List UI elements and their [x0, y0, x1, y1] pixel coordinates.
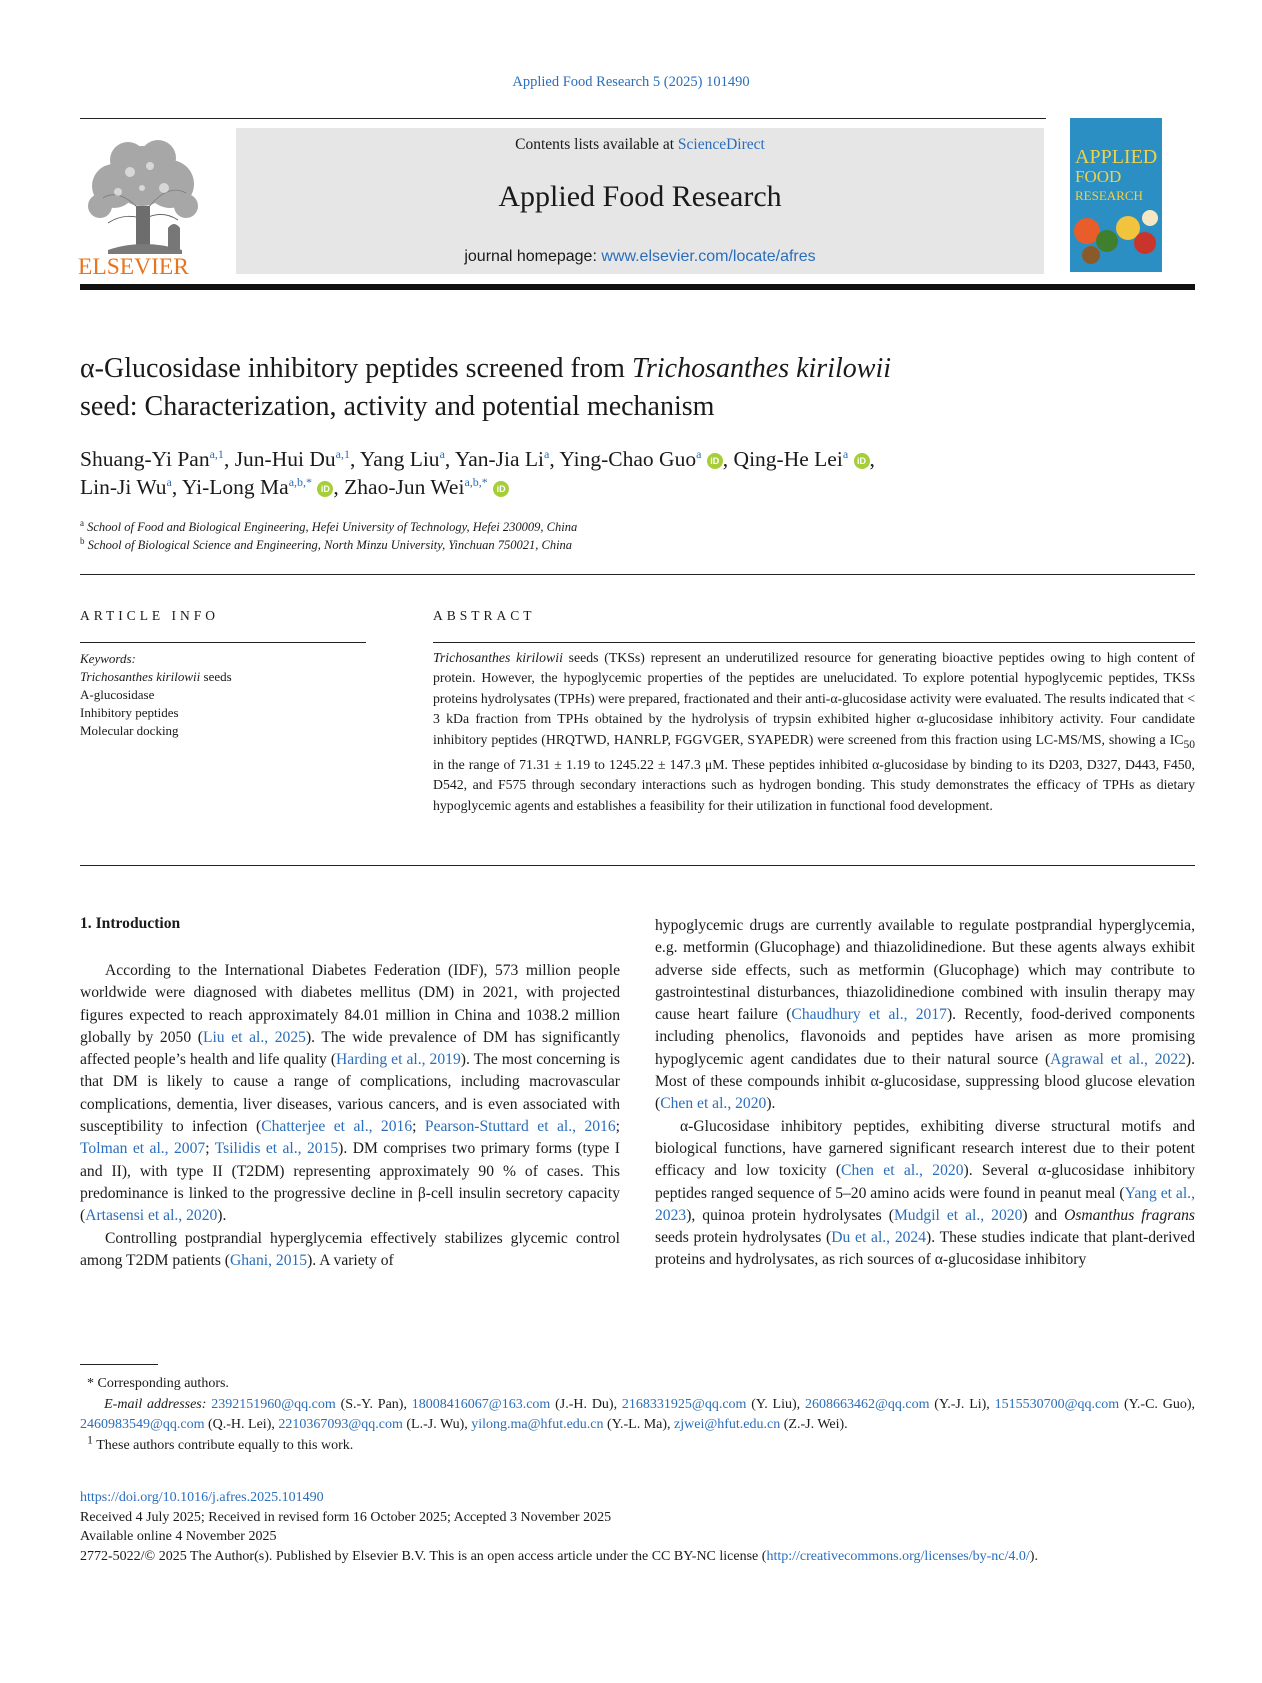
footnotes — [80, 1374, 1195, 1456]
email-link[interactable]: 2460983549@qq.com — [80, 1417, 205, 1432]
doi-link[interactable]: https://doi.org/10.1016/j.afres.2025.101490 — [80, 1490, 324, 1505]
license-link[interactable]: http://creativecommons.org/licenses/by-nc/4.0/ — [766, 1548, 1030, 1564]
footnote-rule — [80, 1364, 158, 1365]
email-addresses: E-mail addresses: 2392151960@qq.com (S.-Y. Pan), 18008416067@163.com (J.-H. Du), 2168331925@qq.com (Y. Liu), 2608663462@qq.com (Y.-J. Li), 1515530700@qq.com (Y.-C. Guo), 2460983549@qq.com (Q.-H. Lei), 2210367093@qq.com (L.-J. Wu), yilong.ma@hfut.edu.cn (Y.-L. Ma), zjwei@hfut.edu.cn (Z.-J. Wei). — [80, 1396, 1196, 1432]
keyword: Inhibitory peptides — [80, 705, 179, 720]
email-owner: (Y.-L. Ma), — [603, 1417, 675, 1432]
article-info-rule — [80, 642, 366, 643]
email-link[interactable]: 18008416067@163.com — [411, 1396, 551, 1412]
article-info-heading: ARTICLE INFO — [80, 608, 220, 623]
orcid-icon[interactable]: iD — [854, 453, 870, 469]
abstract-rule — [433, 642, 1195, 643]
section-heading: 1. Introduction — [80, 915, 181, 932]
cover-food-image — [1134, 232, 1156, 254]
running-head[interactable]: Applied Food Research 5 (2025) 101490 — [512, 74, 750, 90]
masthead-rule — [80, 284, 1195, 290]
homepage-line: journal homepage: www.elsevier.com/locate/afres — [464, 248, 816, 265]
cover-food-image — [1096, 230, 1118, 252]
citation-link[interactable]: Ghani, 2015 — [230, 1251, 308, 1269]
author[interactable]: Ying-Chao Guo$^a$ iD — [559, 447, 722, 471]
keywords-block — [80, 650, 370, 740]
email-link[interactable]: 1515530700@qq.com — [994, 1396, 1120, 1412]
citation-link[interactable]: Du et al., 2024 — [831, 1229, 927, 1247]
header-rule — [80, 118, 1046, 119]
paragraph: α-Glucosidase inhibitory peptides, exhibiting diverse structural motifs and biological functions, have garnered significant research interest due to their potent efficacy and low toxicity (Chen et al., 2020). Several α-glucosidase inhibitory peptides ranged sequence of 5–20 amino acids were found in peanut meal (Yang et al., 2023), quinoa protein hydrolysates (Mudgil et al., 2020) and Osmanthus fragrans seeds protein hydrolysates (Du et al., 2024). These studies indicate that plant-derived proteins and hydrolysates, as rich sources of α-glucosidase inhibitory — [655, 1117, 1196, 1269]
author[interactable]: Yi-Long $Ma^{a,b,*}$ iD — [182, 475, 334, 499]
citation-link[interactable]: Chaudhury et al., 2017 — [791, 1006, 947, 1024]
elsevier-logo[interactable] — [78, 128, 208, 276]
paragraph: According to the International Diabetes Federation (IDF), 573 million people worldwide were diagnosed with diabetes mellitus (DM) in 2021, with projected figures expected to reach approximately 84.01 million in China and 1038.2 million globally by 2050 (Liu et al., 2025). The wide prevalence of DM has significantly affected people’s health and life quality (Harding et al., 2019). The most concerning is that DM is likely to cause a range of complications, including macrovascular complications, dementia, liver diseases, various cancers, and is even associated with susceptibility to infection (Chatterjee et al., 2016; Pearson-Stuttard et al., 2016; Tolman et al., 2007; Tsilidis et al., 2015). DM comprises two primary forms (type I and II), with type II (T2DM) representing approximately 90 % of cases. This predominance is linked to the progressive decline in β-cell insulin secretory capacity (Artasensi et al., 2020). — [80, 962, 620, 1225]
paragraph: Controlling postprandial hyperglycemia effectively stabilizes glycemic control among T2DM patients (Ghani, 2015). A variety of — [80, 1229, 620, 1269]
journal-title: Applied Food Research — [498, 180, 782, 213]
cover-title: APPLIED FOOD RESEARCH — [1075, 146, 1158, 203]
email-link[interactable]: zjwei@hfut.edu.cn — [674, 1417, 781, 1432]
author[interactable]: Zhao-Jun Wei$^{a,b,*}$ iD — [344, 475, 509, 499]
citation-link[interactable]: Harding et al., 2019 — [336, 1051, 461, 1069]
author[interactable]: Yan-Jia Li$^a$ — [454, 446, 550, 471]
cover-food-image — [1142, 210, 1158, 226]
author[interactable]: Yang Liu$^a$ — [359, 446, 445, 471]
citation-link[interactable]: Chen et al., 2020 — [660, 1095, 767, 1113]
email-owner: (Y.-C. Guo), — [1119, 1396, 1196, 1412]
keyword: Molecular docking — [80, 723, 179, 738]
email-owner: (Y.-J. Li), — [929, 1396, 995, 1412]
affiliation: $^a$ School of Food and Biological Engineering, Hefei University of Technology, Hefei 230009, China — [80, 517, 578, 534]
author[interactable]: Qing-He Lei$^a$ iD — [734, 447, 870, 471]
received-dates: Received 4 July 2025; Received in revised form 16 October 2025; Accepted 3 November 2025 — [80, 1509, 612, 1525]
contents-line: Contents lists available at ScienceDirect — [515, 136, 765, 153]
orcid-icon[interactable]: iD — [707, 453, 723, 469]
journal-cover[interactable] — [1070, 118, 1162, 272]
citation-link[interactable]: Liu et al., 2025 — [202, 1028, 306, 1046]
paragraph-continued: hypoglycemic drugs are currently available to regulate postprandial hyperglycemia, e.g. metformin (Glucophage) and thiazolidinedione. But these agents always exhibit adverse side effects, such as metformin (Glucophage) which may contribute to gastrointestinal disturbances, thiazolidinedione combined with insulin therapy may cause heart failure (Chaudhury et al., 2017). Recently, food-derived components including phenolics, flavonoids and peptides have arisen as more promising hypoglycemic agent candidates due to their natural source (Agrawal et al., 2022). Most of these compounds inhibit α-glucosidase, suppressing blood glucose elevation (Chen et al., 2020). — [655, 917, 1196, 1113]
keyword: Trichosanthes kirilowii seeds — [80, 669, 232, 684]
email-owner: (Q.-H. Lei), — [204, 1417, 279, 1432]
sciencedirect-link[interactable]: ScienceDirect — [677, 136, 765, 153]
affiliation: $^b$ School of Biological Science and Engineering, North Minzu University, Yinchuan 750021, China — [80, 535, 573, 552]
email-link[interactable]: 2168331925@qq.com — [621, 1396, 747, 1412]
license-line: 2772-5022/© 2025 The Author(s). Published by Elsevier B.V. This is an open access article under the CC BY-NC license (http://creativecommons.org/licenses/by-nc/4.0/). — [80, 1548, 1038, 1564]
citation-link[interactable]: Pearson-Stuttard et al., 2016 — [424, 1118, 616, 1136]
svg-text:ELSEVIER: ELSEVIER — [78, 254, 189, 276]
email-owner: (Z.-J. Wei). — [780, 1417, 848, 1432]
paragraph-text: ). A variety of — [307, 1251, 394, 1269]
homepage-link[interactable]: www.elsevier.com/locate/afres — [601, 248, 816, 265]
equal-contribution-note: $^1$ These authors contribute equally to this work. — [87, 1431, 354, 1453]
citation-link[interactable]: Chatterjee et al., 2016 — [261, 1118, 413, 1136]
citation-link[interactable]: Artasensi et al., 2020 — [85, 1207, 218, 1225]
email-owner: (S.-Y. Pan), — [335, 1396, 412, 1412]
email-owner: (J.-H. Du), — [550, 1396, 622, 1412]
abstract-heading: ABSTRACT — [433, 608, 536, 623]
keyword: A-glucosidase — [80, 687, 155, 702]
citation-link[interactable]: Agrawal et al., 2022 — [1050, 1050, 1186, 1068]
elsevier-tree-icon — [78, 128, 208, 276]
masthead-banner — [236, 128, 1044, 274]
email-owner: (L.-J. Wu), — [402, 1417, 472, 1432]
citation-link[interactable]: Chen et al., 2020 — [841, 1162, 964, 1180]
email-link[interactable]: 2210367093@qq.com — [278, 1417, 403, 1432]
available-online: Available online 4 November 2025 — [80, 1529, 277, 1544]
paragraph-text: hypoglycemic drugs are currently available to regulate postprandial hyperglycemia, e.g. metformin (Glucophage) and thiazolidinedione. But these agents always exhibit adverse side effects, such as metformin (Glucophage) which may contribute to gastrointestinal disturbances, thiazolidinedione combined with insulin therapy may cause heart failure ( — [655, 917, 1195, 1024]
email-owner: (Y. Liu), — [746, 1396, 805, 1412]
keywords-label: Keywords: — [80, 651, 136, 666]
email-link[interactable]: 2608663462@qq.com — [804, 1396, 930, 1412]
article-title: α-Glucosidase inhibitory peptides screened from Trichosanthes kirilowii seed: Characterization, activity and potential mechanism — [80, 353, 891, 422]
cover-food-image — [1082, 246, 1100, 264]
orcid-icon[interactable]: iD — [493, 481, 509, 497]
abstract-text: Trichosanthes kirilowii seeds (TKSs) represent an underutilized resource for generating bioactive peptides owing to high content of protein. However, the hypoglycemic properties of the peptides are unelucidated. To explore potential hypoglycemic peptides, TKSs proteins hydrolysates (TPHs) were prepared, fractionated and their anti-α-glucosidase activity were evaluated. The results indicated that < 3 kDa fraction from TPHs obtained by the hydrolysis of trypsin exhibited higher α-glucosidase inhibitory activity. Four candidate inhibitory peptides (HRQTWD, HANRLP, FGGVGER, SYAPEDR) were screened from this fraction using LC-MS/MS, showing a $IC_{50}$ in the range of 71.31 ± 1.19 to 1245.22 ± 147.3 μM. These peptides inhibited α-glucosidase by binding to its D203, D327, D443, F450, D542, and F575 through secondary interactions such as hydrogen bonding. This study demonstrates the efficacy of TPHs as dietary hypoglycemic agents and establishes a feasibility for their utilization in functional food development. — [433, 650, 1195, 813]
author[interactable]: Lin-Ji Wu$^a$ — [80, 474, 172, 499]
citation-link[interactable]: Yang et al., 2023 — [655, 1184, 1195, 1224]
orcid-icon[interactable]: iD — [317, 481, 333, 497]
body-right-column — [655, 915, 1195, 1272]
citation-link[interactable]: Tolman et al., 2007 — [80, 1140, 206, 1158]
publication-info — [80, 1488, 1195, 1566]
email-link[interactable]: 2392151960@qq.com — [211, 1396, 336, 1412]
abstract-bottom-rule — [80, 865, 1195, 866]
corresponding-note: * Corresponding authors. — [80, 1376, 229, 1391]
body-left-column — [80, 960, 620, 1272]
author-list: Shuang-Yi Pan$^{a,1}$, Jun-Hui Du$^{a,1}$, Yang Liu$^a$, Yan-Jia Li$^a$, Ying-Chao Guo$^a$ iD , Qing-He Lei$^a$ iD , Lin-Ji Wu$^a$, Yi-Long $Ma^{a,b,*}$ iD , Zhao-Jun Wei$^{a,b,*}$ iD — [80, 446, 875, 499]
author[interactable]: Jun-Hui Du$^{a,1}$ — [234, 446, 350, 471]
email-link[interactable]: yilong.ma@hfut.edu.cn — [471, 1417, 604, 1432]
info-top-rule — [80, 574, 1195, 575]
citation-link[interactable]: Tsilidis et al., 2015 — [214, 1140, 339, 1158]
author[interactable]: Shuang-Yi Pan$^{a,1}$ — [80, 446, 224, 471]
citation-link[interactable]: Mudgil et al., 2020 — [893, 1206, 1023, 1224]
